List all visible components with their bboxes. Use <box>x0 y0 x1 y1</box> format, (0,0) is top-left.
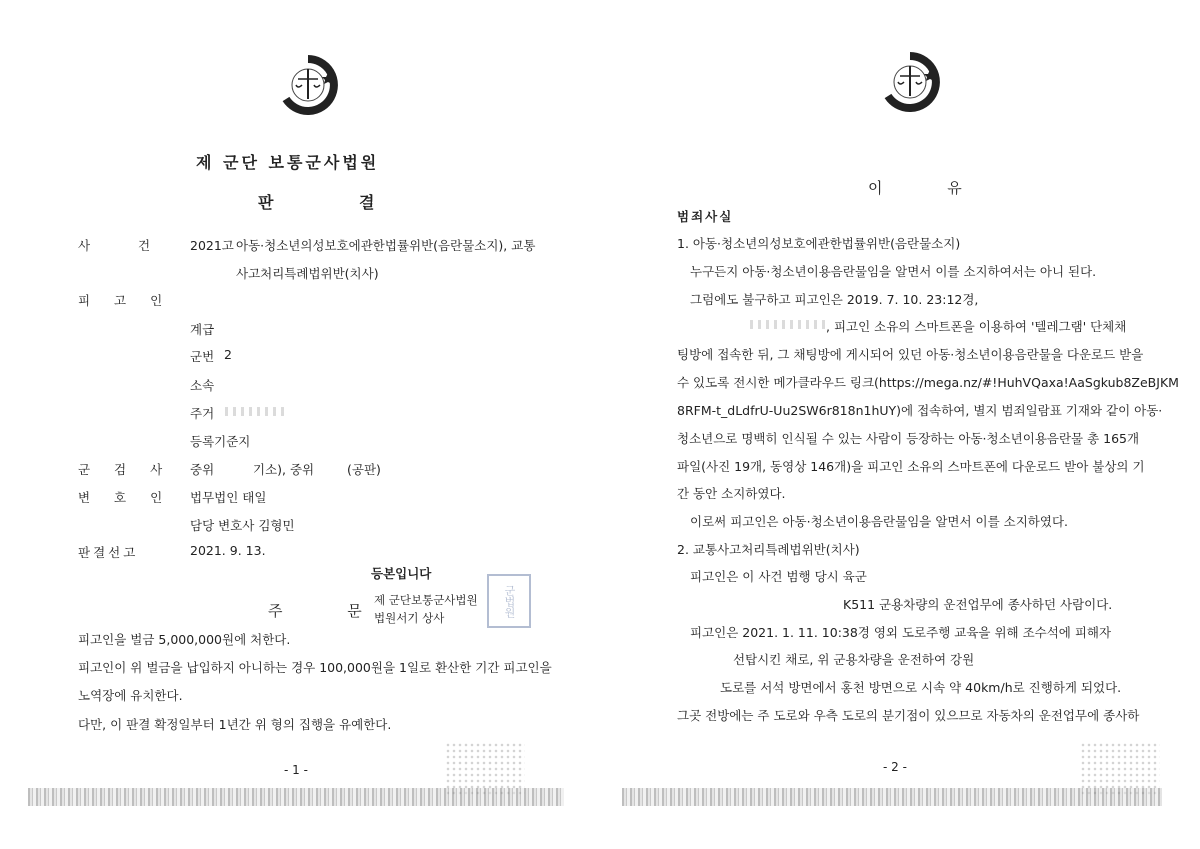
paragraph-line: 선탑시킨 채로, 위 군용차량을 운전하여 강원 <box>733 652 975 667</box>
paragraph-line: 그곳 전방에는 주 도로와 우측 도로의 분기점이 있으므로 자동차의 운전업무에 종사하 <box>677 708 1140 723</box>
paragraph-line: 도로를 서석 방면에서 홍천 방면으로 시속 약 40km/h로 진행하게 되었다. <box>720 680 1122 695</box>
prosecutor-rank-b: 기소), 중위 <box>253 462 315 477</box>
certified-copy-notice: 등본입니다 <box>371 566 432 581</box>
unit-label: 소속 <box>190 378 215 393</box>
prosecutor-role: (공판) <box>347 462 381 477</box>
case-label: 사 건 <box>78 238 173 253</box>
reason-title: 이 유 <box>868 179 992 197</box>
service-number-value: 2 <box>224 347 232 362</box>
law-firm: 법무법인 태일 <box>190 490 267 505</box>
paragraph-line: 팅방에 접속한 뒤, 그 채팅방에 게시되어 있던 아동·청소년이용음란물을 다운로드 받을 <box>677 347 1144 362</box>
court-name: 제 군단 보통군사법원 <box>196 153 380 172</box>
scan-edge-noise <box>622 788 1162 806</box>
paragraph-line: 간 동안 소지하였다. <box>677 486 786 501</box>
document-page-2 <box>600 0 1200 849</box>
paragraph-line: 청소년으로 명백히 인식될 수 있는 사람이 등장하는 아동·청소년이용음란물 총 165개 <box>677 431 1140 446</box>
service-number-label: 군번 <box>190 349 215 364</box>
court-seal-emblem <box>278 55 338 115</box>
order-line-1: 피고인을 벌금 5,000,000원에 처한다. <box>78 632 291 647</box>
order-line-4: 다만, 이 판결 확정일부터 1년간 위 형의 집행을 유예한다. <box>78 717 392 732</box>
item-2-title: 2. 교통사고처리특례법위반(치사) <box>677 542 860 557</box>
paragraph-line: 이로써 피고인은 아동·청소년이용음란물임을 알면서 이를 소지하였다. <box>690 514 1068 529</box>
address-label: 주거 <box>190 406 215 421</box>
official-seal-stamp: 군법원 <box>487 574 531 628</box>
stamp-clerk: 법원서기 상사 <box>374 611 445 625</box>
page-number: - 2 - <box>883 760 907 774</box>
page-number: - 1 - <box>284 763 308 777</box>
paragraph-line: 피고인은 이 사건 범행 당시 육군 <box>690 569 867 584</box>
order-title: 주 문 <box>268 602 392 620</box>
item-1-title: 1. 아동·청소년의성보호에관한법률위반(음란물소지) <box>677 236 961 251</box>
paragraph-line: 피고인은 2021. 1. 11. 10:38경 영외 도로주행 교육을 위해 조수석에 피해자 <box>690 625 1112 640</box>
redaction-mark <box>225 407 285 416</box>
judgment-date: 2021. 9. 13. <box>190 543 266 558</box>
judgment-date-label: 판결선고 <box>78 545 139 560</box>
paragraph-line: 8RFM-t_dLdfrU-Uu2SW6r818n1hUY)에 접속하여, 별지 범죄일람표 기재와 같이 아동· <box>677 403 1163 418</box>
paragraph-line: 누구든지 아동·청소년이용음란물임을 알면서 이를 소지하여서는 아니 된다. <box>690 264 1097 279</box>
registration-base-label: 등록기준지 <box>190 434 251 449</box>
scan-edge-noise <box>28 788 564 806</box>
defendant-label: 피 고 인 <box>78 293 173 308</box>
stamp-court-name: 제 군단보통군사법원 <box>374 593 478 607</box>
redaction-mark <box>750 320 825 329</box>
rank-label: 계급 <box>190 322 215 337</box>
prosecutor-rank-a: 중위 <box>190 462 215 477</box>
order-line-3: 노역장에 유치한다. <box>78 688 183 703</box>
paragraph-line: 수 있도록 전시한 메가클라우드 링크(https://mega.nz/#!HuhVQaxa!AaSgkub8ZeBJKM <box>677 375 1179 390</box>
prosecutor-label: 군 검 사 <box>78 462 173 477</box>
case-number: 2021고 <box>190 238 234 253</box>
paragraph-line: 파일(사진 19개, 동영상 146개)을 피고인 소유의 스마트폰에 다운로드 받아 불상의 기 <box>677 459 1145 474</box>
lawyer-name: 담당 변호사 김형민 <box>190 518 295 533</box>
paragraph-line: K511 군용차량의 운전업무에 종사하던 사람이다. <box>843 597 1113 612</box>
paragraph-line: 그럼에도 불구하고 피고인은 2019. 7. 10. 23:12경, <box>690 292 979 307</box>
order-line-2: 피고인이 위 벌금을 납입하지 아니하는 경우 100,000원을 1일로 환산한 기간 피고인을 <box>78 660 552 675</box>
lawyer-label: 변 호 인 <box>78 490 173 505</box>
document-title: 판 결 <box>258 193 415 212</box>
case-name-line2: 사고처리특례법위반(치사) <box>236 266 379 281</box>
paragraph-line: , 피고인 소유의 스마트폰을 이용하여 '텔레그램' 단체채 <box>826 319 1127 334</box>
case-name-line1: 아동·청소년의성보호에관한법률위반(음란물소지), 교통 <box>236 238 536 253</box>
court-seal-emblem <box>880 52 940 112</box>
crime-facts-heading: 범죄사실 <box>677 209 734 224</box>
